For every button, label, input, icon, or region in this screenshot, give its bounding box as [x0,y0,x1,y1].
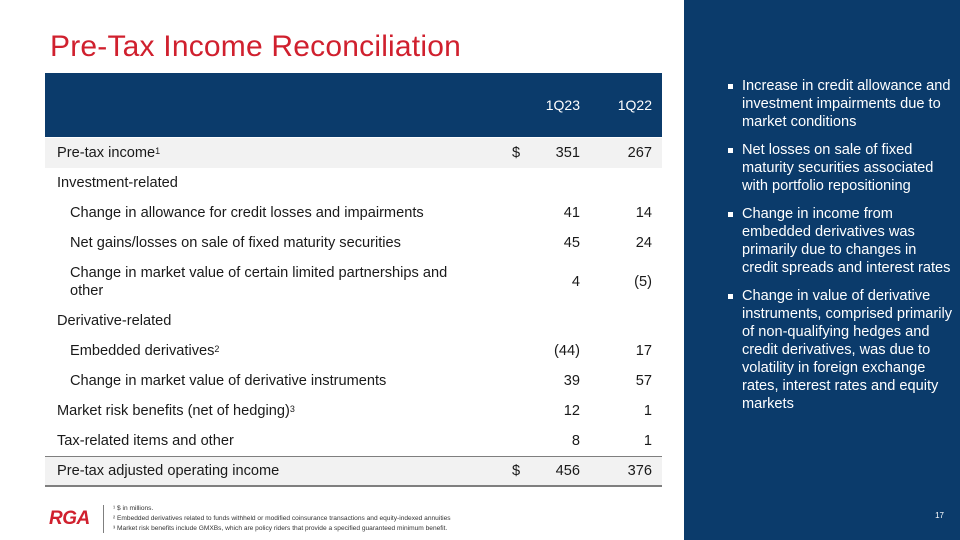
row-label: Market risk benefits (net of hedging) [57,403,290,419]
value-1q22: 17 [635,343,652,359]
row-label: Pre-tax income [57,145,156,161]
footnote-2: ² Embedded derivatives related to funds withheld or modified coinsurance transactions and equity-indexed annuities [113,515,451,522]
bullet-text: Change in value of derivative instruments, comprised primarily of non-qualifying hedges and credit derivatives, was due to volatility in foreign exchange rates, interest rates and equity markets [742,288,953,412]
bullet-item [728,205,956,277]
value-1q23: 8 [571,433,580,449]
table-row [45,258,662,306]
row-label: Embedded derivatives [70,343,215,359]
value-1q22: 376 [627,463,652,479]
footnote-ref: 2 [214,344,220,354]
row-label: Pre-tax adjusted operating income [57,463,280,479]
bullet-item [728,77,956,131]
bullet-item [728,287,956,413]
rga-logo: RGA [49,508,90,529]
footnote-3: ³ Market risk benefits include GMXBs, which are policy riders that provide a specified guaranteed minimum benefit. [113,525,448,532]
bullet-text: Net losses on sale of fixed maturity securities associated with portfolio repositioning [742,142,934,194]
value-1q23: 39 [563,373,580,389]
value-1q22: 14 [635,205,652,221]
row-label: Tax-related items and other [57,433,234,449]
bullet-square-icon [728,212,733,217]
value-1q22: (5) [634,274,652,290]
column-header-1q23: 1Q23 [545,97,580,113]
table-row [45,426,662,456]
bullet-square-icon [728,148,733,153]
slide-title: Pre-Tax Income Reconciliation [50,30,461,63]
logo-divider [103,505,104,533]
commentary-panel [684,0,960,540]
table-row-section [45,306,662,336]
bullet-square-icon [728,294,733,299]
table-row [45,366,662,396]
table-header [45,73,662,138]
value-1q22: 1 [643,403,652,419]
footnote-1: ¹ $ in millions. [113,505,154,512]
table-row [45,336,662,366]
table-row [45,396,662,426]
footnotes [113,504,451,534]
row-label: Change in market value of certain limited partnerships and other [70,265,448,299]
footnote-ref: 3 [289,404,295,414]
table-row [45,228,662,258]
bullet-list [728,77,956,423]
row-label: Investment-related [57,175,178,191]
row-label: Net gains/losses on sale of fixed maturity securities [70,235,401,251]
row-label: Change in allowance for credit losses and impairments [70,205,424,221]
bullet-text: Change in income from embedded derivatives was primarily due to changes in credit spreads and interest rates [742,206,951,276]
value-1q22: 24 [635,235,652,251]
value-1q23: 351 [555,145,580,161]
row-label: Derivative-related [57,313,172,329]
value-1q22: 1 [643,433,652,449]
value-1q23: (44) [554,343,580,359]
value-1q23: 45 [563,235,580,251]
column-header-1q22: 1Q22 [617,97,652,113]
value-1q23: 456 [555,463,580,479]
value-1q22: 267 [627,145,652,161]
table-row-section [45,168,662,198]
bullet-square-icon [728,84,733,89]
table-row-pretax-income [45,138,662,168]
value-1q23: 12 [563,403,580,419]
currency-symbol: $ [512,463,521,479]
row-label: Change in market value of derivative instruments [70,373,387,389]
bullet-item [728,141,956,195]
footnote-ref: 1 [155,146,161,156]
table-row [45,198,662,228]
page-number: 17 [935,511,944,520]
bullet-text: Increase in credit allowance and investment impairments due to market conditions [742,78,951,130]
currency-symbol: $ [512,145,521,161]
value-1q23: 41 [563,205,580,221]
value-1q23: 4 [571,274,580,290]
table-row-total [45,456,662,487]
value-1q22: 57 [635,373,652,389]
reconciliation-table [45,73,662,487]
